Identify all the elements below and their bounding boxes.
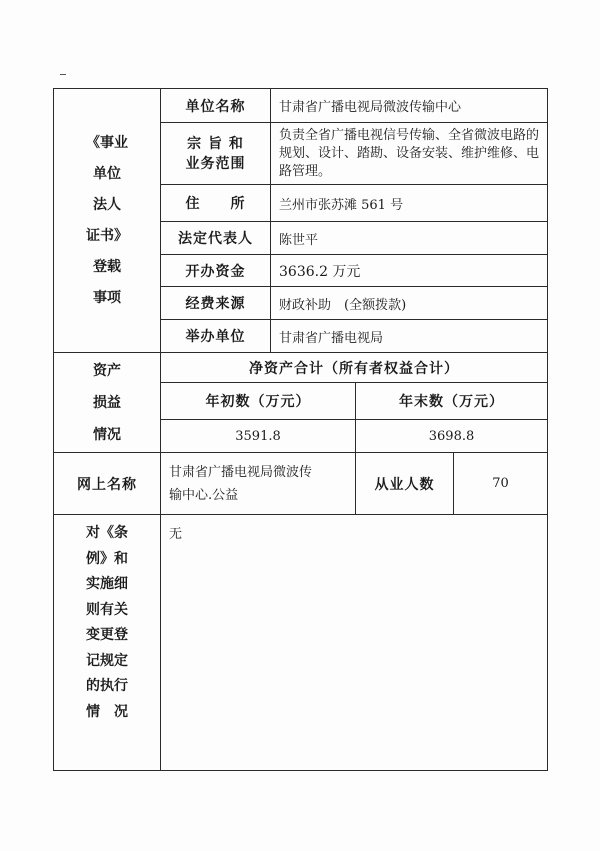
label-online-name: 网上名称: [54, 453, 161, 515]
label-staff-count: 从业人数: [356, 453, 454, 515]
label-capital: 开办资金: [161, 255, 271, 287]
section-label-compliance: 对《条 例》和 实施细 则有关 变更登 记规定 的执行 情 况: [54, 515, 161, 771]
label-sponsor: 举办单位: [161, 320, 271, 353]
value-funding: 财政补助 (全额拨款): [271, 287, 548, 320]
row-compliance: [54, 515, 548, 771]
value-legal-rep: 陈世平: [271, 222, 548, 255]
value-capital: 3636.2 万元: [271, 255, 548, 287]
section-label-assets: 资产 损益 情况: [54, 353, 161, 453]
begin-year-value: 3591.8: [161, 420, 356, 453]
label-unit-name: 单位名称: [161, 89, 271, 123]
value-staff-count: 70: [454, 453, 548, 515]
net-assets-header: 净资产合计（所有者权益合计）: [161, 353, 548, 383]
end-year-value: 3698.8: [356, 420, 548, 453]
value-address: 兰州市张苏滩 561 号: [271, 185, 548, 222]
row-assets-header: [54, 353, 548, 383]
registration-table: [53, 88, 548, 771]
label-address: 住 所: [161, 185, 271, 222]
page-mark: [60, 74, 66, 75]
value-online-name: 甘肃省广播电视局微波传 输中心.公益: [161, 453, 356, 515]
label-scope: 宗 旨 和 业务范围: [161, 123, 271, 185]
row-online-name: [54, 453, 548, 515]
section-label-certificate: 《事业 单位 法人 证书》 登载 事项: [54, 89, 161, 353]
value-unit-name: 甘肃省广播电视局微波传输中心: [271, 89, 548, 123]
label-legal-rep: 法定代表人: [161, 222, 271, 255]
begin-year-label: 年初数（万元）: [161, 383, 356, 420]
row-unit-name: [54, 89, 548, 123]
value-scope: 负责全省广播电视信号传输、全省微波电路的规划、设计、踏勘、设备安装、维护维修、电路管理。: [271, 123, 548, 185]
value-sponsor: 甘肃省广播电视局: [271, 320, 548, 353]
end-year-label: 年末数（万元）: [356, 383, 548, 420]
value-compliance: 无: [161, 515, 548, 771]
label-funding: 经费来源: [161, 287, 271, 320]
